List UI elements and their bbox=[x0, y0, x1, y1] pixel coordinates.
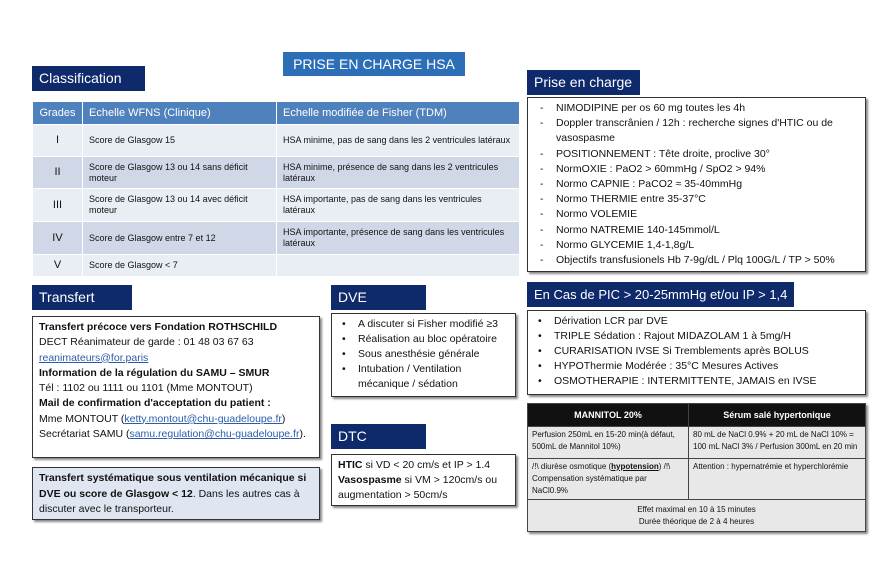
text: Effet maximal en 10 à 15 minutes bbox=[637, 504, 756, 514]
transfert-line: Information de la régulation du SAMU – SMUR bbox=[39, 366, 270, 379]
text: Secrétariat SAMU ( bbox=[39, 428, 130, 441]
table-cell: Score de Glasgow 13 ou 14 avec déficit moteur bbox=[83, 189, 277, 222]
table-cell bbox=[277, 255, 520, 277]
header-fisher: Echelle modifiée de Fisher (TDM) bbox=[277, 102, 520, 125]
table-row bbox=[33, 255, 520, 277]
cell: 80 mL de NaCl 0.9% + 20 mL de NaCl 10% = 100 mL NaCl 3% / Perfusion 300mL en 20 min bbox=[689, 427, 866, 459]
pic-title: En Cas de PIC > 20-25mmHg et/ou IP > 1,4 bbox=[527, 282, 794, 307]
list-item: - Doppler transcrânien / 12h : recherche signes d'HTIC ou de vasospasme bbox=[534, 116, 859, 146]
table-cell: Score de Glasgow entre 7 et 12 bbox=[83, 222, 277, 255]
transfert-line: Transfert précoce vers Fondation ROTHSCHILD bbox=[39, 321, 278, 333]
cell bbox=[528, 500, 866, 532]
list-item: • OSMOTHERAPIE : INTERMITTENTE, JAMAIS en IVSE bbox=[534, 374, 859, 389]
list-item: - Objectifs transfusionels Hb 7-9g/dL / Plq 100G/L / TP > 50% bbox=[534, 253, 859, 268]
table-cell: Score de Glasgow 13 ou 14 sans déficit moteur bbox=[83, 157, 277, 189]
transfert-note bbox=[32, 467, 320, 520]
prise-en-charge-box bbox=[527, 97, 866, 272]
cell: Attention : hypernatrémie et hyperchlorémie bbox=[689, 459, 866, 500]
table-row bbox=[33, 222, 520, 255]
text: ) /!\ Compensation systématique par NaCl0.9% bbox=[532, 462, 671, 495]
list-item: • CURARISATION IVSE Si Tremblements après BOLUS bbox=[534, 344, 859, 359]
text: Mme MONTOUT ( bbox=[39, 412, 125, 425]
dtc-title: DTC bbox=[331, 424, 426, 449]
email-link[interactable]: reanimateurs@for.paris bbox=[39, 351, 149, 364]
table-cell: Score de Glasgow < 7 bbox=[83, 255, 277, 277]
header-wfns: Echelle WFNS (Clinique) bbox=[83, 102, 277, 125]
list-item: • Réalisation au bloc opératoire bbox=[338, 332, 509, 347]
table-cell: HSA importante, pas de sang dans les ventricules latéraux bbox=[277, 189, 520, 222]
text: Durée théorique de 2 à 4 heures bbox=[638, 516, 755, 526]
table-row bbox=[33, 125, 520, 157]
text: ). bbox=[299, 428, 306, 441]
table-cell: HSA importante, présence de sang dans les ventricules latéraux bbox=[277, 222, 520, 255]
osmotherapy-table bbox=[527, 403, 866, 532]
dve-box bbox=[331, 313, 516, 397]
table-cell: HSA minime, présence de sang dans les 2 ventricules latéraux bbox=[277, 157, 520, 189]
list-item: - Normo NATREMIE 140-145mmol/L bbox=[534, 223, 859, 238]
dtc-text: si VD < 20 cm/s et IP > 1.4 bbox=[362, 459, 491, 471]
table-cell: I bbox=[33, 125, 83, 157]
dtc-box bbox=[331, 454, 516, 506]
classification-table bbox=[32, 101, 520, 277]
transfert-title: Transfert bbox=[32, 285, 132, 310]
list-item: • Dérivation LCR par DVE bbox=[534, 314, 859, 329]
text: /!\ diurèse osmotique ( bbox=[532, 462, 612, 471]
list-item: - POSITIONNEMENT : Tête droite, proclive 30° bbox=[534, 147, 859, 162]
transfert-line: Tél : 1102 ou 1111 ou 1101 (Mme MONTOUT) bbox=[39, 382, 253, 395]
transfert-line: DECT Réanimateur de garde : 01 48 03 67 63 bbox=[39, 336, 254, 349]
table-cell: Score de Glasgow 15 bbox=[83, 125, 277, 157]
text: hypotension bbox=[611, 462, 659, 471]
mannitol-header: MANNITOL 20% bbox=[528, 404, 689, 427]
serum-header: Sérum salé hypertonique bbox=[689, 404, 866, 427]
list-item: • Sous anesthésie générale bbox=[338, 347, 509, 362]
dtc-bold: HTIC bbox=[338, 459, 363, 471]
list-item: • TRIPLE Sédation : Rajout MIDAZOLAM 1 à 5mg/H bbox=[534, 329, 859, 344]
text: ) bbox=[281, 412, 286, 425]
list-item: • Intubation / Ventilation mécanique / sédation bbox=[338, 362, 509, 392]
table-cell: V bbox=[33, 255, 83, 277]
list-item: • HYPOThermie Modérée : 35°C Mesures Actives bbox=[534, 359, 859, 374]
table-cell: III bbox=[33, 189, 83, 222]
transfert-box bbox=[32, 316, 320, 458]
list-item: - NormOXIE : PaO2 > 60mmHg / SpO2 > 94% bbox=[534, 162, 859, 177]
dtc-text: si VM > 120cm/s ou augmentation > 50cm/s bbox=[338, 474, 498, 501]
table-cell: HSA minime, pas de sang dans les 2 ventricules latéraux bbox=[277, 125, 520, 157]
list-item: - Normo CAPNIE : PaCO2 ≈ 35-40mmHg bbox=[534, 177, 859, 192]
table-row bbox=[33, 189, 520, 222]
dtc-bold: Vasospasme bbox=[338, 474, 402, 486]
table-cell: II bbox=[33, 157, 83, 189]
email-link[interactable]: ketty.montout@chu-guadeloupe.fr bbox=[124, 412, 282, 425]
table-cell: IV bbox=[33, 222, 83, 255]
list-item: - Normo GLYCEMIE 1,4-1,8g/L bbox=[534, 238, 859, 253]
list-item: - NIMODIPINE per os 60 mg toutes les 4h bbox=[534, 101, 859, 116]
note-bold: Transfert systématique sous ventilation mécanique si DVE ou score de Glasgow < 12 bbox=[39, 472, 307, 500]
note-text: . Dans les autres cas à discuter avec le transporteur. bbox=[39, 487, 300, 515]
transfert-line: Mail de confirmation d'acceptation du patient : bbox=[39, 397, 271, 410]
list-item: - Normo VOLEMIE bbox=[534, 207, 859, 222]
cell bbox=[528, 459, 689, 500]
list-item: - Normo THERMIE entre 35-37°C bbox=[534, 192, 859, 207]
cell: Perfusion 250mL en 15-20 min(à défaut, 500mL de Mannitol 10%) bbox=[528, 427, 689, 459]
list-item: • A discuter si Fisher modifié ≥3 bbox=[338, 317, 509, 332]
prise-en-charge-title: Prise en charge bbox=[527, 70, 640, 95]
table-row bbox=[33, 157, 520, 189]
pic-box bbox=[527, 310, 866, 395]
page-title: PRISE EN CHARGE HSA bbox=[283, 52, 465, 76]
classification-title: Classification bbox=[32, 66, 145, 91]
dve-title: DVE bbox=[331, 285, 426, 310]
table-header-row bbox=[33, 102, 520, 125]
email-link[interactable]: samu.regulation@chu-guadeloupe.fr bbox=[129, 428, 300, 441]
header-grades: Grades bbox=[33, 102, 83, 125]
